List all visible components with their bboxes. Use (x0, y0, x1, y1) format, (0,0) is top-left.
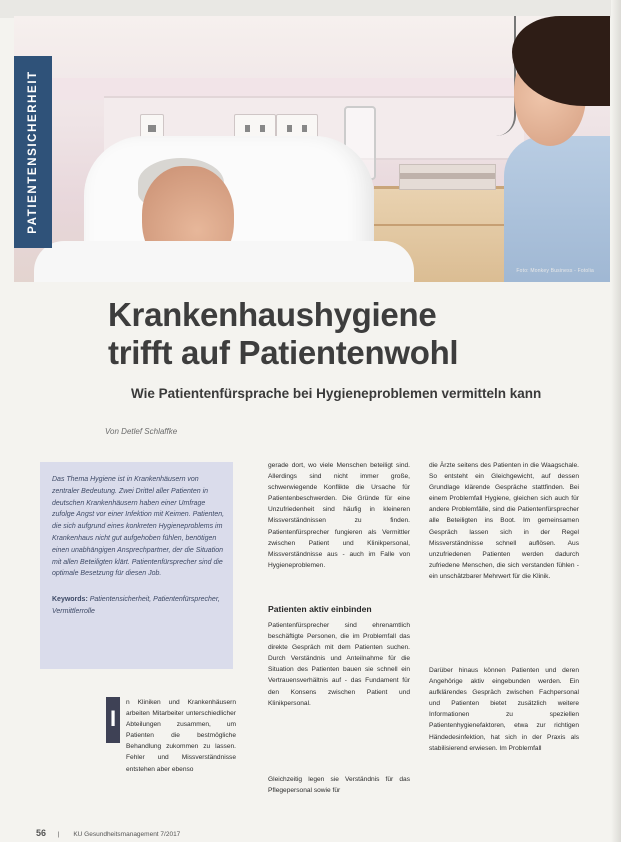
hero-photo (14, 16, 610, 282)
photo-credit: Foto: Monkey Business - Fotolia (516, 268, 594, 274)
section-tab-label: PATIENTENSICHERHEIT (27, 70, 39, 234)
body-column-3-top: die Ärzte seitens des Patienten in die Waagschale. So entsteht ein Gleichgewicht, auf dessen Grundlage klärende Gespräche stattfinden. Bei einem Problemfall Hygiene, gleichen sich auch für andere Problemfälle, sind die Patientenfürsprecher alle Beteiligten ins Boot. Im gemeinsamen Gespräch lassen sich in der Regel Missverständnisse schnell auflösen. Aus unzufriedenen Patienten werden dadurch zufriedene Menschen, die sich verstanden fühlen - ein unschätzbarer Mehrwert für die Klinik. (429, 462, 579, 580)
blanket (34, 241, 414, 282)
books (399, 164, 496, 190)
body-column-2-bottom: Gleichzeitig legen sie Verständnis für das Pflegepersonal sowie für (268, 776, 410, 795)
title-line-2: trifft auf Patientenwohl (108, 334, 459, 371)
body-column-2-top: gerade dort, wo viele Menschen beteiligt sind. Allerdings sind nicht immer große, schwerwiegende Konflikte die Ursache für Patientenbeschwerden. Die Gründe für eine Unzufriedenheit sind häufig in kleineren Missverständnissen zu finden. Patientenfürsprecher fungieren als Vermittler zwischen Patient und Klinikpersonal, Missverständnisse aus - auch im Falle von Hygieneproblemen. (268, 462, 410, 569)
section-heading: Patienten aktiv einbinden (268, 604, 372, 614)
nurse-uniform (504, 136, 610, 282)
keywords-list: Patientensicherheit, Patientenfürsprecher, Vermittlerrolle (52, 596, 220, 615)
title-line-1: Krankenhaushygiene (108, 296, 437, 333)
body-column-1 (106, 697, 236, 775)
footer-separator: | (57, 831, 60, 838)
abstract-text: Das Thema Hygiene ist in Krankenhäusern von zentraler Bedeutung. Zwei Drittel aller Patienten in deutschen Krankenhäusern haben einer Umfrage zufolge Angst vor einer Infektion mit Keimen. Patienten, die sich aufgrund eines konkreten Hygieneproblems im Krankenhaus nicht gut aufgehoben fühlen, benötigen einen unabhängigen Ansprechpartner, der die Situation mit allen Beteiligten klärt. Patientenfürsprecher sind die optimale Besetzung für diesen Job. (52, 476, 225, 578)
abstract-box (40, 462, 233, 669)
stethoscope (484, 16, 516, 136)
page-edge-right (611, 0, 621, 842)
drop-cap: I (106, 697, 120, 743)
body-column-3-bottom: Darüber hinaus können Patienten und deren Angehörige aktiv eingebunden werden. Ein aufklärendes Gespräch zwischen Fachpersonal und Patienten bietet zusätzlich weitere Informationen zu speziellen Patientenhygienefaktoren, etwa zur richtigen Händedesinfektion, hat sich in der Praxis als stabilisierend erwiesen. Im Problemfall (429, 667, 579, 752)
body-column-2-middle: Patientenfürsprecher sind ehrenamtlich beschäftigte Personen, die im Problemfall das direkte Gespräch mit dem Patienten suchen. Durch Verständnis und Anteilnahme für die Situation des Patienten bauen sie schnell ein Vertrauensverhältnis auf - das Fundament für den Konsens zwischen Patient und Klinikpersonal. (268, 622, 410, 707)
body-column-1-text: n Kliniken und Krankenhäusern arbeiten Mitarbeiter unterschiedlicher Abteilungen zusammen, um Patienten die bestmögliche Behandlung zukommen zu lassen. Fehler und Missverständnisse entstehen aber ebenso (126, 699, 236, 773)
page-number: 56 (36, 828, 47, 838)
journal-name: KU Gesundheitsmanagement 7/2017 (73, 831, 181, 838)
article-subtitle: Wie Patientenfürsprache bei Hygieneproblemen vermitteln kann (131, 386, 542, 401)
keywords-label: Keywords: (52, 596, 88, 604)
page-footer (36, 828, 180, 838)
article-title (108, 296, 458, 372)
byline: Von Detlef Schlaffke (105, 427, 178, 436)
keywords (52, 594, 225, 618)
section-tab (14, 56, 52, 248)
